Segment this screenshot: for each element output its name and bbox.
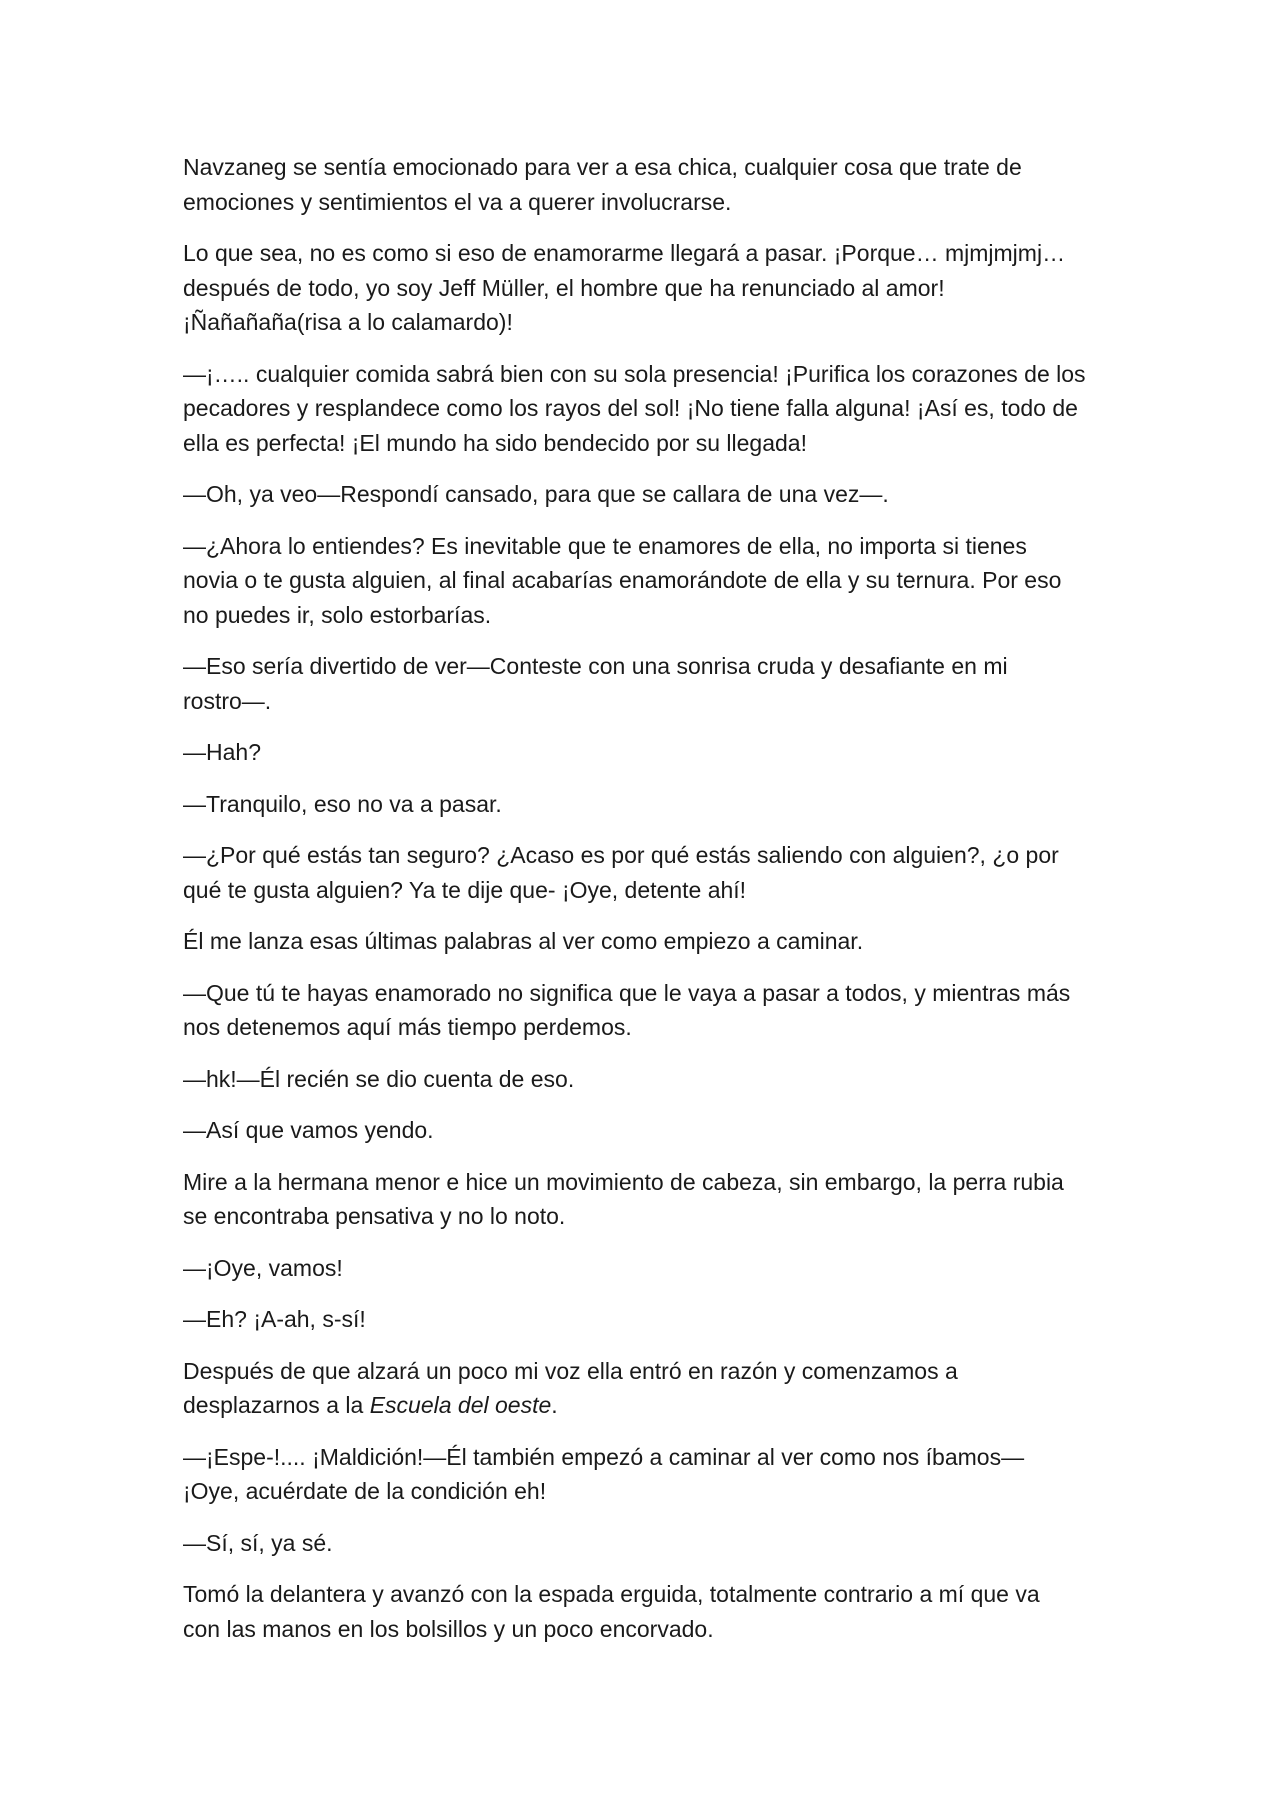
- paragraph: [183, 838, 1113, 907]
- paragraph: [183, 976, 1113, 1045]
- text-line: —¡Espe-!.... ¡Maldición!—Él también empezó a caminar al ver como nos íbamos—: [183, 1443, 1025, 1470]
- text-line: —¡….. cualquier comida sabrá bien con su sola presencia! ¡Purifica los corazones de los: [183, 360, 1086, 387]
- paragraph: [183, 1526, 1113, 1561]
- paragraph: [183, 477, 1113, 512]
- paragraph: [183, 150, 1113, 219]
- italic-place-name: Escuela del oeste: [369, 1392, 552, 1418]
- text-line: ¡Ñañañaña(risa a lo calamardo)!: [183, 309, 513, 335]
- text-line: no puedes ir, solo estorbarías.: [183, 601, 492, 628]
- paragraph: [183, 1165, 1113, 1234]
- text-line: —¿Por qué estás tan seguro? ¿Acaso es por qué estás saliendo con alguien?, ¿o por: [183, 842, 1059, 868]
- text-line: se encontraba pensativa y no lo noto.: [183, 1203, 566, 1229]
- text-line: —Que tú te hayas enamorado no significa que le vaya a pasar a todos, y mientras más: [183, 979, 1071, 1006]
- text-line: rostro—.: [183, 687, 272, 714]
- text-line: —Eh? ¡A-ah, s-sí!: [183, 1306, 366, 1332]
- text-line: Él me lanza esas últimas palabras al ver como empiezo a caminar.: [183, 928, 864, 954]
- paragraph: [183, 649, 1113, 718]
- paragraph: [183, 1440, 1113, 1509]
- text-line: pecadores y resplandece como los rayos del sol! ¡No tiene falla alguna! ¡Así es, todo de: [183, 395, 1078, 421]
- paragraph: [183, 1577, 1113, 1646]
- paragraph: [183, 529, 1113, 633]
- paragraph: [183, 735, 1113, 770]
- text-segment: desplazarnos a la: [183, 1392, 370, 1418]
- paragraph: [183, 1062, 1113, 1097]
- text-line: —hk!—Él recién se dio cuenta de eso.: [183, 1065, 575, 1092]
- text-line: Después de que alzará un poco mi voz ella entró en razón y comenzamos a: [183, 1357, 958, 1384]
- text-line: —Oh, ya veo—Respondí cansado, para que se callara de una vez—.: [183, 481, 889, 507]
- text-segment: .: [551, 1392, 558, 1418]
- text-line: Lo que sea, no es como si eso de enamorarme llegará a pasar. ¡Porque… mjmjmjmj…: [183, 240, 1066, 266]
- paragraph: [183, 1251, 1113, 1286]
- paragraph: [183, 1354, 1113, 1423]
- text-line: —Así que vamos yendo.: [183, 1117, 434, 1143]
- text-line: emociones y sentimientos el va a querer involucrarse.: [183, 188, 732, 215]
- text-line: [183, 1388, 1113, 1423]
- text-line: —¡Oye, vamos!: [183, 1254, 343, 1281]
- paragraph: [183, 1302, 1113, 1337]
- text-line: con las manos en los bolsillos y un poco encorvado.: [183, 1615, 714, 1642]
- text-line: qué te gusta alguien? Ya te dije que- ¡Oye, detente ahí!: [183, 876, 747, 903]
- paragraph: [183, 787, 1113, 822]
- text-line: después de todo, yo soy Jeff Müller, el hombre que ha renunciado al amor!: [183, 274, 945, 301]
- text-line: —Sí, sí, ya sé.: [183, 1529, 333, 1556]
- text-line: ¡Oye, acuérdate de la condición eh!: [183, 1478, 547, 1504]
- text-line: —Tranquilo, eso no va a pasar.: [183, 790, 502, 817]
- text-line: —Hah?: [183, 739, 261, 765]
- text-line: nos detenemos aquí más tiempo perdemos.: [183, 1014, 632, 1040]
- text-line: Navzaneg se sentía emocionado para ver a esa chica, cualquier cosa que trate de: [183, 154, 1022, 180]
- text-line: —¿Ahora lo entiendes? Es inevitable que te enamores de ella, no importa si tienes: [183, 532, 1027, 559]
- text-line: novia o te gusta alguien, al final acabarías enamorándote de ella y su ternura. Por eso: [183, 567, 1062, 593]
- text-line: —Eso sería divertido de ver—Conteste con una sonrisa cruda y desafiante en mi: [183, 653, 1008, 679]
- paragraph: [183, 236, 1113, 340]
- document-body: [183, 150, 1113, 1663]
- paragraph: [183, 1113, 1113, 1148]
- text-line: Tomó la delantera y avanzó con la espada erguida, totalmente contrario a mí que va: [183, 1581, 1040, 1607]
- text-line: Mire a la hermana menor e hice un movimiento de cabeza, sin embargo, la perra rubia: [183, 1168, 1064, 1195]
- paragraph: [183, 924, 1113, 959]
- text-line: ella es perfecta! ¡El mundo ha sido bendecido por su llegada!: [183, 429, 807, 456]
- paragraph: [183, 357, 1113, 461]
